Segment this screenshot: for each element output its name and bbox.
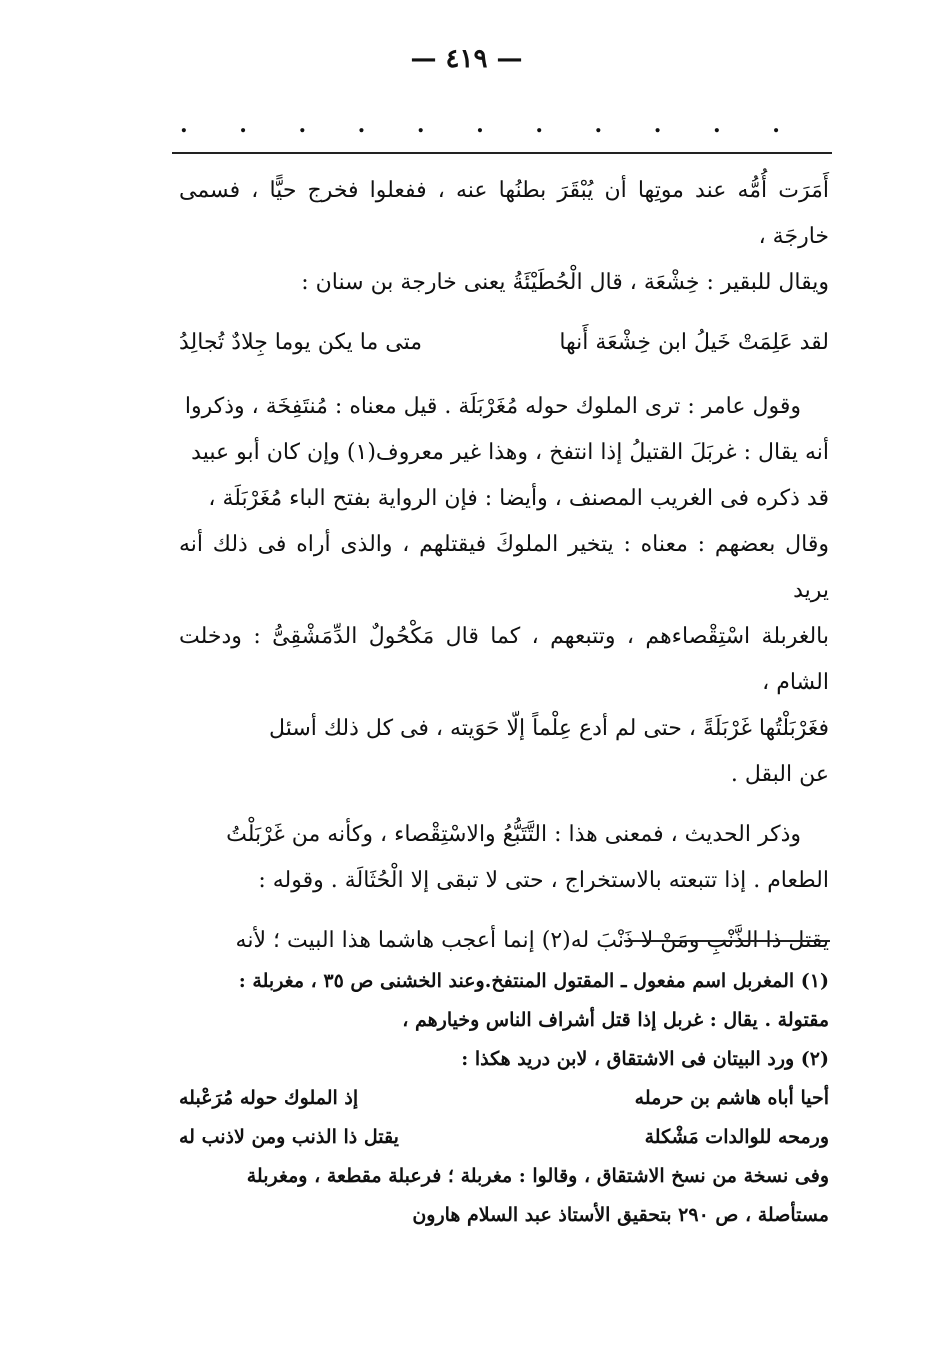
header-rule bbox=[172, 152, 832, 154]
text-line: أَمَرَت أُمُّه عند موتِها أن يُبْقَرَ بطنُها عنه ، ففعلوا فخرج حيًّا ، فسمى خارجَة ، bbox=[179, 178, 829, 249]
verse-hemistich-second: متى ما يكن يوما جِلادٌ تُجالِدُ bbox=[179, 330, 423, 355]
footnote-hemistich: أحيا أباه هاشم بن حرمله bbox=[634, 1087, 829, 1109]
dot: . bbox=[416, 112, 425, 138]
footnote-line: (١) المغربل اسم مفعول ـ المقتول المنتفخ.وعند الخشنى ص ٣٥ ، مغربلة : bbox=[238, 970, 829, 992]
dot: . bbox=[535, 112, 543, 138]
footnote-line: مستأصلة ، ص ٢٩٠ بتحقيق الأستاذ عبد السلام هارون bbox=[412, 1204, 829, 1226]
dot: . bbox=[712, 112, 721, 138]
ornament-dots bbox=[180, 112, 780, 138]
text-line: بالغربلة اسْتِقْصاءهم ، وتتبعهم ، كما قال مَكْحُولٌ الدِّمَشْقِىُّ : ودخلت الشام ، bbox=[179, 624, 829, 695]
text-line: عن البقل . bbox=[730, 762, 829, 787]
dot: . bbox=[476, 112, 484, 138]
dot: . bbox=[180, 112, 188, 138]
text-line: الطعام . إذا تتبعته بالاستخراج ، حتى لا تبقى إلا الْحُثَالَة . وقوله : bbox=[258, 868, 829, 893]
verse-hemistich-first: لقد عَلِمَتْ خَيلُ ابن خِشْعَة أَنها bbox=[559, 330, 829, 355]
text-line: قد ذكره فى الغريب المصنف ، وأيضا : فإن الرواية بفتح الباء مُغَرْبَلَة ، bbox=[208, 486, 829, 511]
footnotes bbox=[179, 962, 829, 1235]
footnote-line: مقتولة . يقال : غربل إذا قتل أشراف الناس وخيارهم ، bbox=[402, 1009, 829, 1031]
text-line: فغَرْبَلْتُها غَرْبَلَةً ، حتى لم أدع عِلْماً إلّا حَوَيته ، فى كل ذلك أسئل bbox=[269, 716, 829, 741]
footnote-hemistich: ورمحه للوالدات مَشْكلة bbox=[644, 1126, 829, 1148]
dot: . bbox=[594, 112, 603, 138]
footnote-rule bbox=[624, 940, 830, 942]
dot: . bbox=[653, 112, 662, 138]
footnote-line: (٢) ورد البيتان فى الاشتقاق ، لابن دريد هكذا : bbox=[461, 1048, 829, 1070]
text-line: وقول عامر : ترى الملوك حوله مُغَرْبَلَة . قيل معناه : مُنتَفِخَة ، وذكروا bbox=[184, 394, 801, 419]
dot: . bbox=[298, 112, 307, 138]
main-text bbox=[179, 168, 829, 964]
text-line: ويقال للبقير : خِشْعَة ، قال الْحُطَيْئَةُ يعنى خارجة بن سنان : bbox=[301, 270, 829, 295]
dot: . bbox=[772, 112, 780, 138]
text-line: وذكر الحديث ، فمعنى هذا : التَّتَبُّعُ والاسْتِقْصاء ، وكأنه من غَرْبَلْتُ bbox=[226, 822, 801, 847]
footnote-hemistich: يقتل ذا الذنب ومن لاذنب له bbox=[179, 1126, 399, 1148]
footnote-verse bbox=[179, 1118, 829, 1157]
text-line: وقال بعضهم : معناه : يتخير الملوكَ فيقتلهم ، والذى أراه فى ذلك أنه يريد bbox=[179, 532, 829, 603]
footnote-hemistich: إذ الملوك حوله مُرَعْبله bbox=[179, 1087, 359, 1109]
dot: . bbox=[239, 112, 247, 138]
page-number: — ٤١٩ — bbox=[410, 44, 523, 74]
text-line: يقتل ذا الذَّنْبِ ومَنْ لا ذَنْبَ له(٢) إنما أعجب هاشما هذا البيت ؛ لأنه bbox=[235, 928, 829, 953]
text-line: أنه يقال : غربَلَ القتيلُ إذا انتفخ ، وهذا غير معروف(١) وإن كان أبو عبيد bbox=[191, 440, 829, 465]
footnote-verse bbox=[179, 1079, 829, 1118]
footnote-line: وفى نسخة من نسخ الاشتقاق ، وقالوا : مغربلة ؛ فرعبلة مقطعة ، ومغربلة bbox=[246, 1165, 829, 1187]
verse-line bbox=[179, 306, 829, 384]
dot: . bbox=[357, 112, 366, 138]
